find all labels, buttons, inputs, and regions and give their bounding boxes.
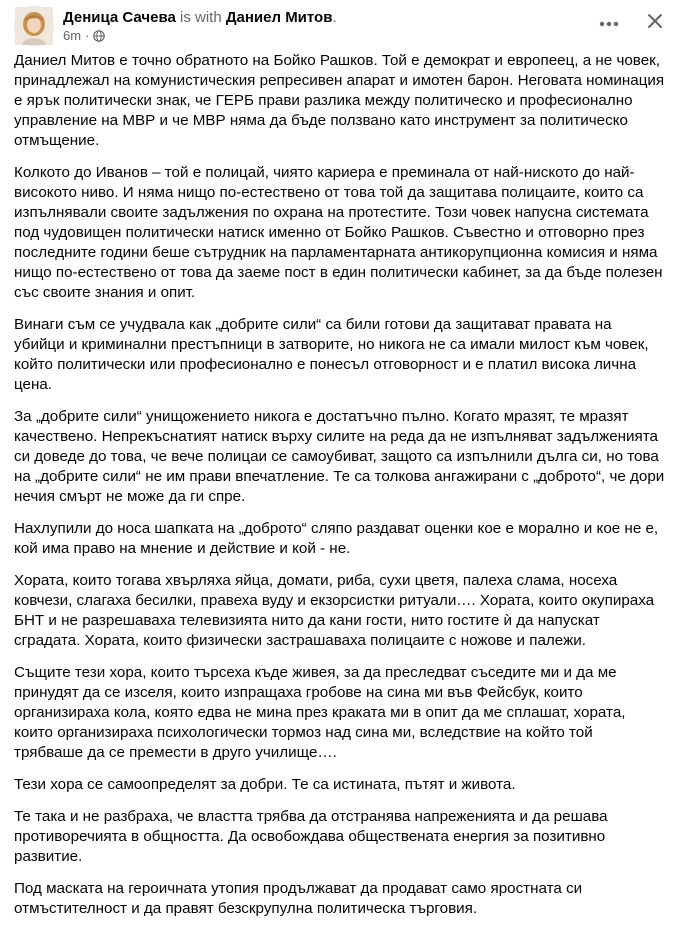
post-paragraph: Колкото до Иванов – той е полицай, чиято кариера е преминала от най-ниското до най-високото ниво. И няма нищо по-естествено от това той да защитава полицаите, които са изпълнявали своите задължения по охрана на протестите. Този човек напусна системата под чудовищен политически натиск именно от Бойко Рашков. Съвестно и отговорно през последните години беше сътрудник на парламентарната антикорупционна комисия и няма нищо по-естествено от това да заеме пост в един политически кабинет, за да бъде полезен със своите знания и опит. [14, 164, 663, 301]
post-paragraph: Хората, които тогава хвърляха яйца, домати, риба, сухи цветя, палеха слама, носеха ковчези, слагаха бесилки, правеха вуду и екзорсистки ритуали…. Хората, които окупираха БНТ и не разрешаваха телевизията нито да кани гости, нито гостите ѝ да напускат сградата. Хората, които физически застрашаваха полицаите с ножове и палежи. [14, 572, 655, 649]
more-options-button[interactable] [594, 8, 624, 38]
post-body [14, 51, 666, 931]
post-paragraph: Нахлупили до носа шапката на „доброто“ сляпо раздават оценки кое е морално и кое не е, кой има право на мнение и действие и кой - не. [14, 520, 659, 557]
with-text: is with [179, 9, 222, 26]
post-paragraph: Винаги съм се учудвала как „добрите сили“ са били готови да защитават правата на убийци и криминални престъпници в затворите, но никога не са имали милост към човек, който политически или професионално е понесъл отговорност и е платил висока лична цена. [14, 316, 649, 393]
more-options-icon [599, 14, 619, 32]
avatar[interactable] [14, 6, 54, 46]
post-paragraph: Те така и не разбраха, че властта трябва да отстранява напреженията и да решава противоречията в общността. Да освобождава обществената енергия за позитивно развитие. [14, 808, 608, 865]
globe-icon[interactable] [93, 30, 105, 42]
post-paragraph: Под маската на героичната утопия продължават да продават само яростната си отмъстителност и да правят безскрупулна политическа търговия. [14, 880, 583, 917]
close-button[interactable] [640, 8, 670, 38]
post-paragraph: За „добрите сили“ унищожението никога е достатъчно пълно. Когато мразят, те мразят качествено. Непрекъснатият натиск върху силите на реда да не изпълняват задълженията си доведе до това, че вече полицаи се самоубиват, защото са изпълнили дълга си, но това на „добрите сили“ не им прави впечатление. Те са толкова ангажирани с „доброто“, че дори нечия смърт не може да ги спре. [14, 408, 665, 505]
tagged-person[interactable]: Даниел Митов [225, 9, 333, 26]
post-time[interactable]: 6m [63, 28, 82, 43]
post-paragraph: Даниел Митов е точно обратното на Бойко Рашков. Той е демократ и европеец, а не човек, принадлежал на комунистическия репресивен апарат и имотен барон. Неговата номинация е ярък политически знак, че ГЕРБ прави разлика между политическо и професионално управление на МВР и че МВР няма да бъде ползвано като инструмент за политическо отмъщение. [14, 52, 665, 149]
author-line [63, 8, 337, 28]
tagged-suffix: . [332, 9, 337, 26]
post-paragraph: Същите тези хора, които търсеха къде живея, за да преследват съседите ми и да ме принудят да се изселя, които изпращаха гробове на сина ми във Фейсбук, които организираха кола, която едва не мина през краката ми в опит да ме сплашат, хората, които организираха психологически тормоз над сина ми, вследствие на който той трябваше да се премести в друго училище…. [14, 664, 626, 761]
author-name[interactable]: Деница Сачева [63, 9, 176, 26]
avatar-image [15, 7, 53, 45]
meta-separator: · [85, 28, 90, 43]
post-header [0, 0, 677, 52]
close-icon [647, 13, 663, 34]
post-paragraph: Тези хора се самоопределят за добри. Те са истината, пътят и живота. [14, 776, 516, 793]
post-meta [63, 28, 105, 44]
